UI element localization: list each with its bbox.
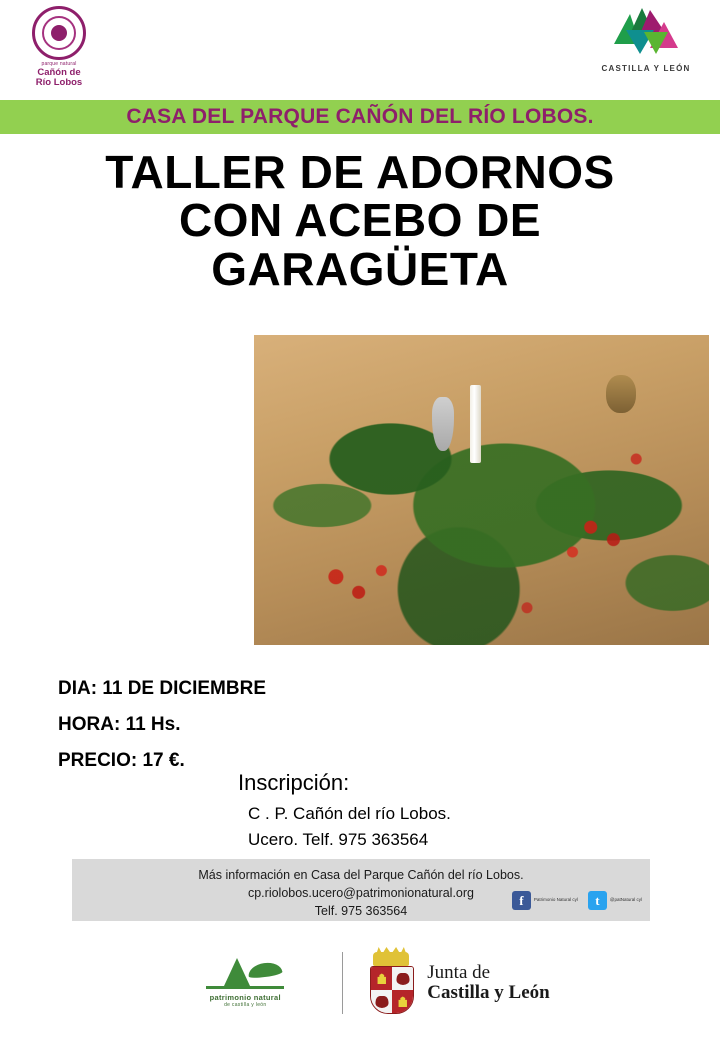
castilla-y-leon-label: CASTILLA Y LEÓN [601, 64, 691, 73]
facebook-link[interactable] [512, 891, 578, 910]
junta-shield-icon [365, 952, 417, 1014]
inscription-block [238, 770, 451, 856]
detail-day-value: 11 DE DICIEMBRE [102, 678, 266, 699]
title-line-2: CON ACEBO DE [178, 194, 542, 247]
junta-text [427, 963, 549, 1003]
castilla-y-leon-logo [586, 8, 706, 73]
inscription-phone: Ucero. Telf. 975 363564 [248, 830, 429, 849]
park-logo-subtitle: parque natural [41, 61, 77, 67]
title-line-1: TALLER DE ADORNOS [105, 146, 615, 198]
more-info-email[interactable]: cp.riolobos.ucero@patrimonionatural.org [247, 886, 474, 901]
castilla-y-leon-pinwheel-icon [614, 8, 678, 60]
patrimonio-natural-icon [202, 958, 288, 990]
more-info-phone: Telf. 975 363564 [314, 904, 408, 919]
more-info-box [72, 859, 650, 921]
inscription-center: C . P. Cañón del río Lobos. [248, 804, 451, 823]
twitter-label: @patNatural cyl [609, 897, 642, 903]
park-logo-name-line2: Río Lobos [35, 77, 83, 89]
twitter-icon[interactable]: t [588, 891, 607, 910]
patrimonio-natural-logo [170, 958, 320, 1008]
patrimonio-natural-line2: de castilla y león [224, 1002, 267, 1008]
event-details [58, 678, 266, 786]
page-title [18, 148, 702, 293]
junta-line2: Castilla y León [427, 982, 550, 1003]
detail-time [58, 714, 266, 736]
junta-line1: Junta de [427, 962, 491, 984]
holly-wreath-photo [254, 335, 709, 645]
title-line-3: GARAGÜETA [211, 242, 509, 295]
photo-image [254, 335, 709, 645]
park-logo [10, 6, 108, 89]
footer-divider [342, 952, 343, 1014]
inscription-title: Inscripción: [238, 770, 350, 795]
detail-time-value: 11 Hs. [125, 714, 181, 735]
facebook-label: Patrimonio Natural cyl [533, 897, 578, 903]
facebook-icon[interactable]: f [512, 891, 531, 910]
photo-candle [470, 385, 481, 463]
detail-day-label: DIA: [58, 678, 98, 699]
more-info-line-1: Más información en Casa del Parque Cañón del río Lobos. [198, 868, 524, 882]
twitter-link[interactable] [588, 891, 642, 910]
detail-price-label: PRECIO: [58, 750, 138, 771]
park-emblem-icon [32, 6, 86, 60]
detail-time-label: HORA: [58, 714, 121, 735]
detail-price [58, 750, 266, 772]
park-logo-name-line1: Cañón de [37, 66, 81, 78]
junta-logo [365, 952, 549, 1014]
detail-day [58, 678, 266, 700]
social-links [512, 891, 642, 910]
green-banner [0, 100, 720, 134]
detail-price-value: 17 €. [142, 750, 185, 771]
patrimonio-natural-line1: patrimonio natural [209, 993, 281, 1002]
header-logo-row [0, 0, 720, 100]
photo-pinecone-brown [606, 375, 636, 413]
footer-logos [0, 938, 720, 1028]
more-info-text [72, 859, 650, 920]
banner-text: CASA DEL PARQUE CAÑÓN DEL RÍO LOBOS. [126, 105, 594, 128]
